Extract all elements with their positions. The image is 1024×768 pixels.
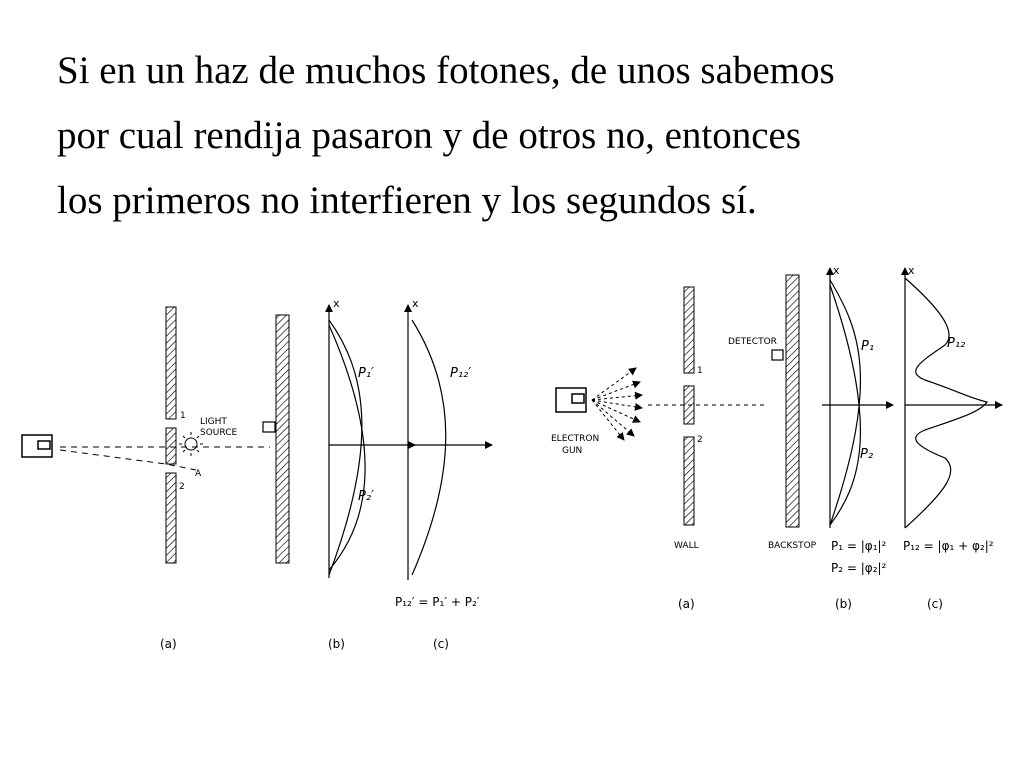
figure-right: [551, 264, 1002, 611]
left-electron-paths: [60, 447, 270, 470]
right-caption-b: (b): [835, 597, 852, 611]
right-graph-b: [822, 268, 893, 528]
right-caption-c: (c): [927, 597, 943, 611]
left-formula: P₁₂′ = P₁′ + P₂′: [395, 595, 480, 609]
right-c-axis-label: x: [908, 264, 915, 277]
left-slit-2-label: 2: [179, 482, 185, 492]
point-a-label: A: [195, 469, 202, 479]
left-p2-prime: P₂′: [358, 489, 375, 504]
figure-left: [22, 297, 492, 651]
left-caption-c: (c): [433, 637, 449, 651]
right-graph-c: [905, 268, 1002, 528]
right-p1: P₁: [861, 339, 875, 354]
detector-label: DETECTOR: [728, 337, 777, 347]
detector-icon: [772, 350, 783, 360]
right-p2: P₂: [860, 447, 874, 462]
left-source: [22, 435, 52, 457]
right-wall: [684, 287, 694, 525]
left-graph-b: [329, 305, 415, 578]
backstop-label: BACKSTOP: [768, 541, 817, 551]
electron-gun-label-2: GUN: [562, 446, 583, 456]
right-formula-b-1: P₁ = |φ₁|²: [831, 539, 887, 553]
right-b-axis-label: x: [833, 264, 840, 277]
right-slit-2-label: 2: [697, 435, 703, 445]
left-caption-a: (a): [160, 637, 177, 651]
slide-text-line-2: por cual rendija pasaron y de otros no, entonces: [57, 114, 802, 157]
left-p12-prime: P₁₂′: [450, 366, 472, 381]
right-formula-c: P₁₂ = |φ₁ + φ₂|²: [903, 539, 994, 553]
electron-spray: [592, 368, 642, 440]
electron-gun-label-1: ELECTRON: [551, 434, 600, 444]
left-caption-b: (b): [328, 637, 345, 651]
electron-gun-icon: [556, 388, 586, 412]
slide-text-line-3: los primeros no interfieren y los segundos sí.: [57, 179, 757, 222]
left-slit-1-label: 1: [180, 411, 186, 421]
right-caption-a: (a): [678, 597, 695, 611]
light-source-label-1: LIGHT: [200, 417, 227, 427]
light-source-label-2: SOURCE: [200, 428, 238, 438]
left-backstop: [276, 315, 289, 563]
left-b-axis-label: x: [333, 297, 340, 310]
right-backstop: [786, 275, 799, 527]
right-formula-b-2: P₂ = |φ₂|²: [831, 561, 887, 575]
left-wall: [166, 307, 176, 563]
slide-text-line-1: Si en un haz de muchos fotones, de unos sabemos: [57, 49, 835, 92]
right-p12: P₁₂: [947, 336, 966, 351]
left-c-axis-label: x: [412, 297, 419, 310]
left-p1-prime: P₁′: [358, 366, 375, 381]
wall-label: WALL: [674, 541, 699, 551]
right-slit-1-label: 1: [697, 366, 703, 376]
left-graph-c: [408, 305, 492, 580]
left-detector-icon: [263, 422, 275, 432]
